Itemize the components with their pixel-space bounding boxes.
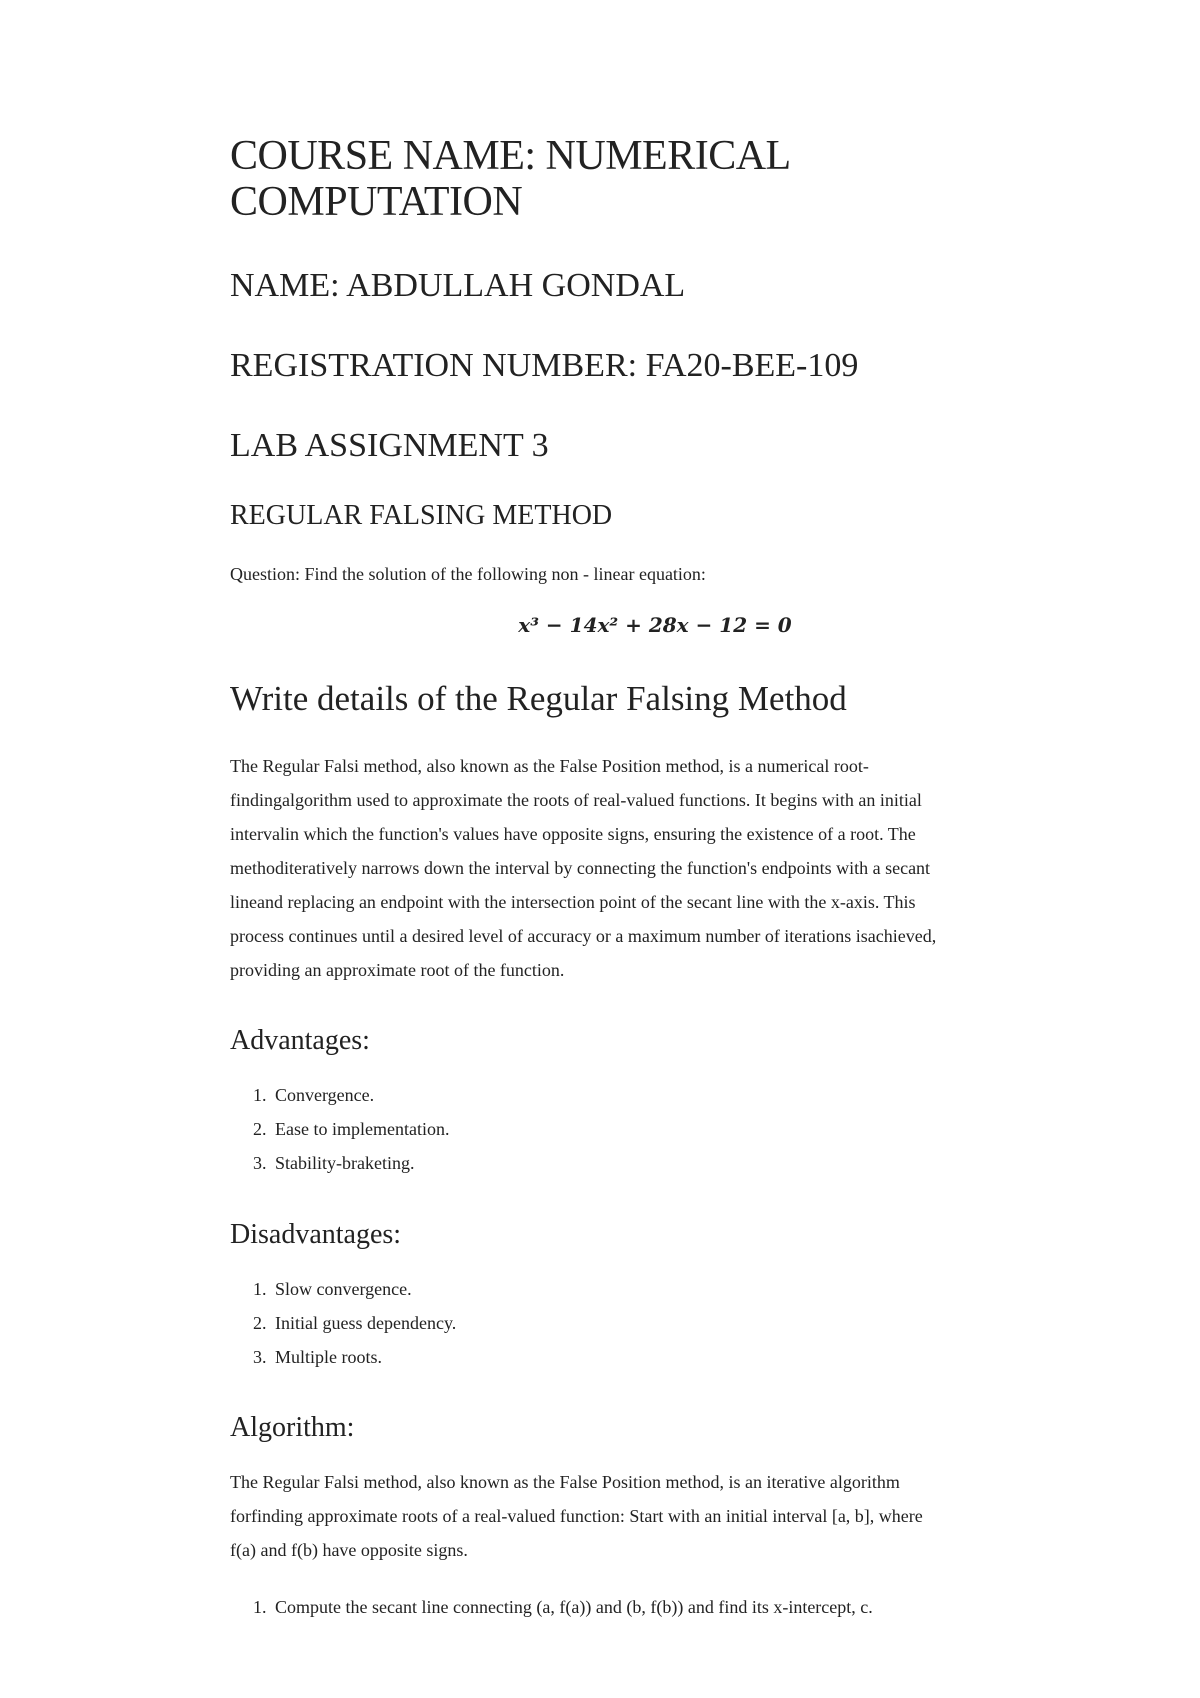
advantages-heading: Advantages: — [230, 1025, 370, 1056]
disadvantages-heading: Disadvantages: — [230, 1219, 402, 1250]
registration-number: REGISTRATION NUMBER: FA20-BEE-109 — [230, 347, 859, 384]
list-item: 2. Initial guess dependency. — [253, 1313, 457, 1333]
method-title: REGULAR FALSING METHOD — [230, 500, 613, 531]
algorithm-steps — [230, 1590, 873, 1624]
list-item: 3. Stability-braketing. — [253, 1153, 415, 1173]
question-text: Question: Find the solution of the following non - linear equation: — [230, 564, 706, 584]
course-title: COURSE NAME: NUMERICAL COMPUTATION — [230, 133, 790, 225]
paragraph-line: f(a) and f(b) have opposite signs. — [230, 1540, 468, 1560]
disadvantages-list — [230, 1272, 456, 1374]
algorithm-paragraph — [230, 1465, 1080, 1567]
list-item: 1. Convergence. — [253, 1085, 375, 1105]
list-item: 2. Ease to implementation. — [253, 1119, 450, 1139]
paragraph-line: lineand replacing an endpoint with the intersection point of the secant line with the x-axis. This — [230, 892, 916, 912]
paragraph-line: providing an approximate root of the function. — [230, 960, 565, 980]
paragraph-line: The Regular Falsi method, also known as the False Position method, is an iterative algorithm — [230, 1472, 900, 1492]
equation: x³ − 14x² + 28x − 12 = 0 — [518, 613, 792, 637]
list-item: 3. Multiple roots. — [253, 1347, 382, 1367]
paragraph-line: methoditeratively narrows down the interval by connecting the function's endpoints with a secant — [230, 858, 931, 878]
paragraph-line: intervalin which the function's values have opposite signs, ensuring the existence of a root. The — [230, 824, 916, 844]
details-heading: Write details of the Regular Falsing Method — [230, 679, 847, 718]
advantages-list — [230, 1078, 449, 1180]
student-name: NAME: ABDULLAH GONDAL — [230, 267, 686, 304]
lab-assignment-title: LAB ASSIGNMENT 3 — [230, 427, 549, 464]
paragraph-line: The Regular Falsi method, also known as the False Position method, is a numerical root- — [230, 756, 869, 776]
list-item: 1. Slow convergence. — [253, 1279, 412, 1299]
algorithm-heading: Algorithm: — [230, 1412, 355, 1443]
list-item: 1. Compute the secant line connecting (a, f(a)) and (b, f(b)) and find its x-intercept, c. — [253, 1597, 873, 1617]
paragraph-line: findingalgorithm used to approximate the roots of real-valued functions. It begins with an initial — [230, 790, 922, 810]
details-paragraph — [230, 749, 1080, 987]
paragraph-line: process continues until a desired level of accuracy or a maximum number of iterations isachieved, — [230, 926, 937, 946]
paragraph-line: forfinding approximate roots of a real-valued function: Start with an initial interval [a, b], where — [230, 1506, 923, 1526]
